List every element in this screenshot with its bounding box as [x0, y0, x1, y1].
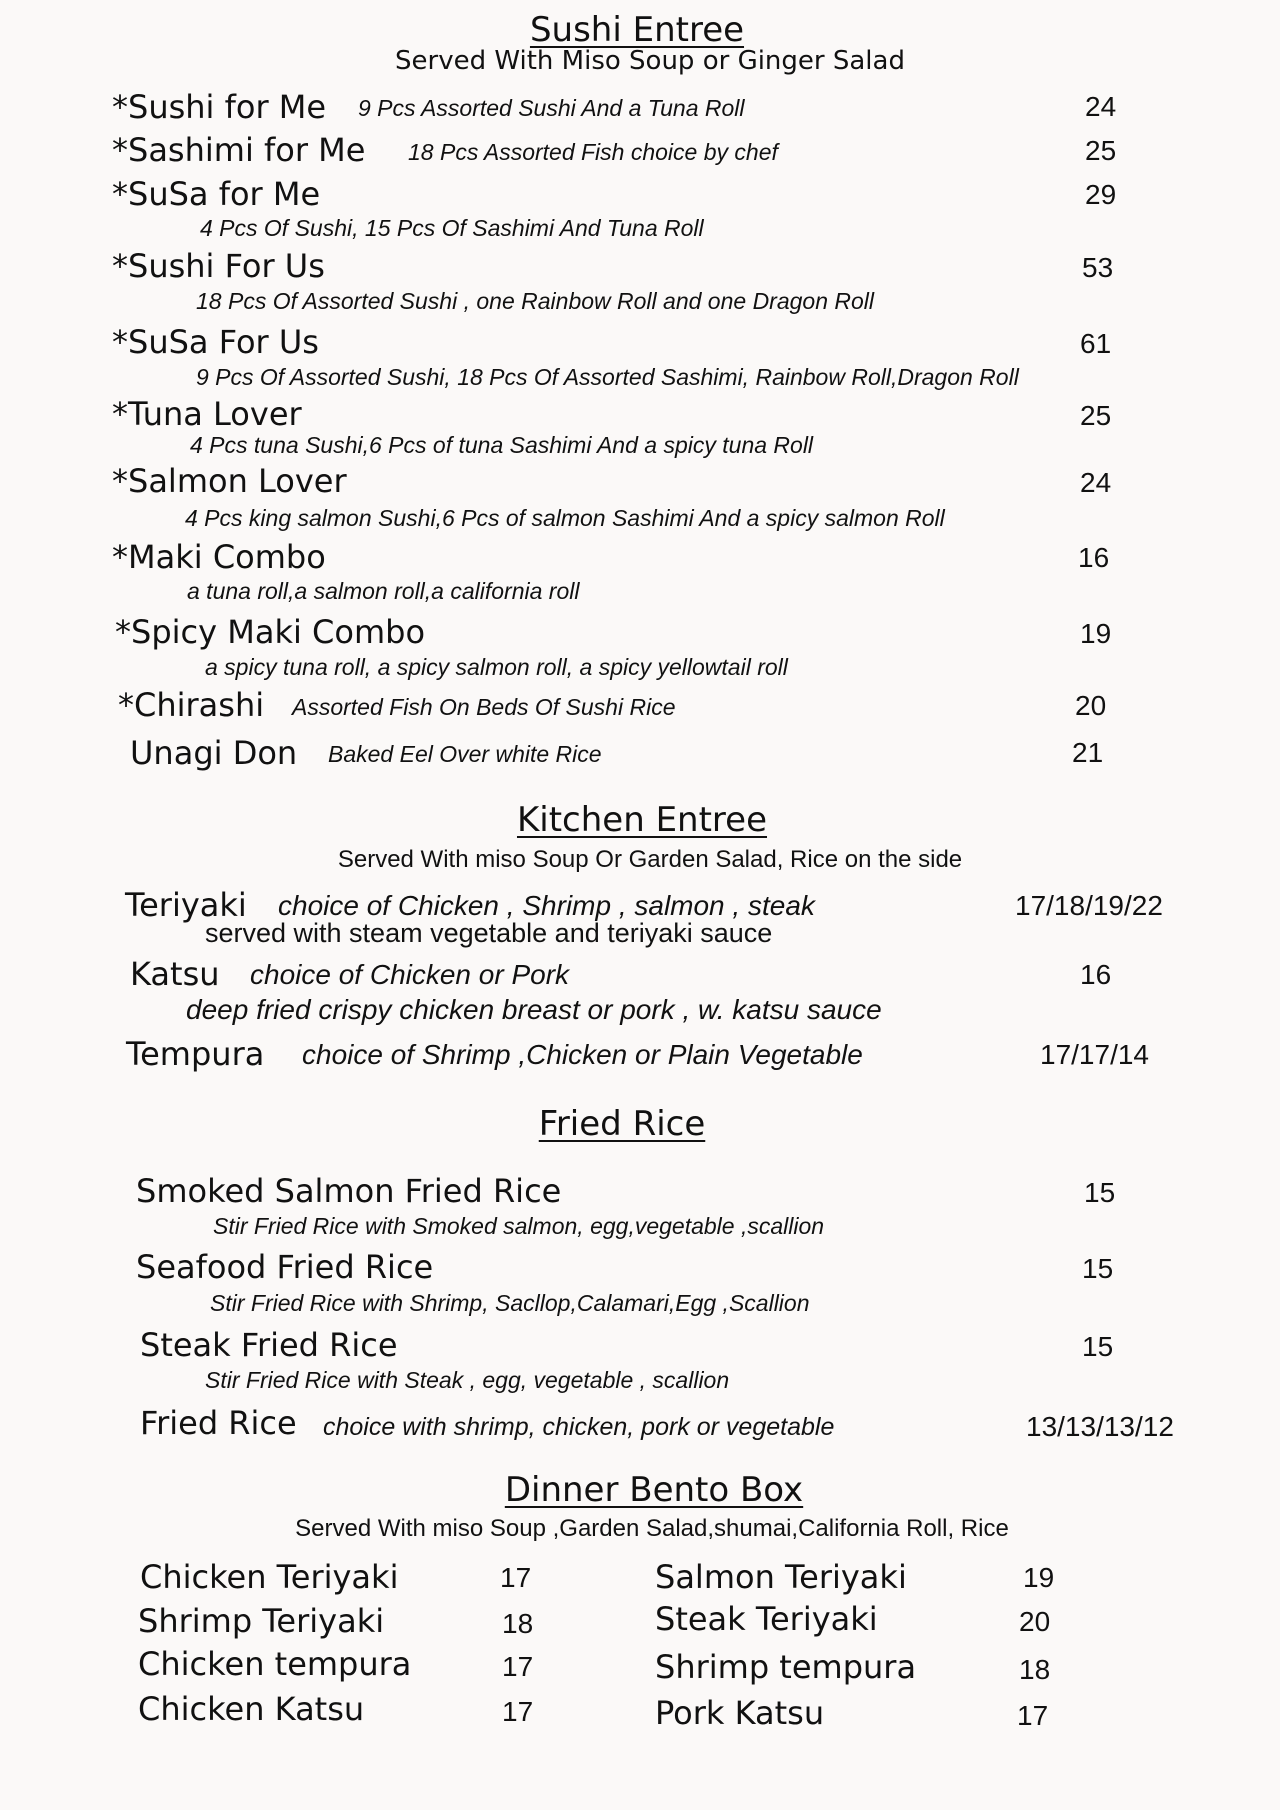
menu-item-name: *SuSa For Us	[112, 323, 319, 361]
menu-item-price: 15	[1082, 1253, 1114, 1284]
fried-rice-title: Fried Rice	[538, 1104, 706, 1144]
menu-item-desc: Stir Fried Rice with Smoked salmon, egg,vegetable ,scallion	[213, 1213, 825, 1239]
menu-item-desc: choice of Chicken or Pork	[250, 959, 570, 990]
bento-item-price: 18	[1019, 1654, 1051, 1685]
menu-item-name: Seafood Fried Rice	[136, 1248, 434, 1286]
menu-item-price: 15	[1084, 1177, 1116, 1208]
bento-item-name: Chicken Katsu	[138, 1690, 365, 1728]
menu-item-name: *Maki Combo	[112, 538, 326, 576]
menu-item-desc: choice of Shrimp ,Chicken or Plain Vegetable	[302, 1039, 863, 1070]
bento-item-price: 18	[502, 1608, 534, 1639]
bento-item-name: Chicken tempura	[138, 1645, 412, 1683]
menu-item-name: Teriyaki	[125, 886, 247, 924]
bento-title: Dinner Bento Box	[504, 1470, 804, 1510]
menu-item-desc: 4 Pcs tuna Sushi,6 Pcs of tuna Sashimi And a spicy tuna Roll	[190, 432, 814, 458]
menu-item-desc: Baked Eel Over white Rice	[328, 741, 602, 767]
menu-item-price: 61	[1080, 328, 1112, 359]
menu-item-name: Unagi Don	[130, 734, 298, 772]
menu-item-name: Smoked Salmon Fried Rice	[136, 1172, 562, 1210]
menu-item-name: Fried Rice	[140, 1404, 297, 1442]
menu-item-desc: 9 Pcs Assorted Sushi And a Tuna Roll	[358, 95, 745, 121]
menu-item-desc: deep fried crispy chicken breast or pork , w. katsu sauce	[186, 994, 882, 1025]
menu-item-price: 17/18/19/22	[1015, 890, 1163, 921]
menu-item-price: 13/13/13/12	[1026, 1411, 1174, 1442]
menu-item-name: *Tuna Lover	[112, 395, 302, 433]
menu-item-desc: 4 Pcs Of Sushi, 15 Pcs Of Sashimi And Tuna Roll	[200, 215, 704, 241]
menu-item-desc: Assorted Fish On Beds Of Sushi Rice	[292, 694, 676, 720]
bento-item-name: Chicken Teriyaki	[140, 1558, 399, 1596]
sushi-entree-subtitle: Served With Miso Soup or Ginger Salad	[395, 46, 905, 76]
bento-item-price: 17	[1017, 1700, 1049, 1731]
menu-item-desc: 18 Pcs Of Assorted Sushi , one Rainbow Roll and one Dragon Roll	[196, 288, 875, 314]
bento-item-name: Salmon Teriyaki	[655, 1558, 907, 1596]
menu-item-name: Steak Fried Rice	[140, 1326, 398, 1364]
menu-item-price: 15	[1082, 1331, 1114, 1362]
bento-item-price: 19	[1023, 1562, 1055, 1593]
menu-item-desc: a tuna roll,a salmon roll,a california roll	[187, 578, 580, 604]
sushi-entree-title: Sushi Entree	[529, 10, 745, 50]
menu-item-desc: choice of Chicken , Shrimp , salmon , steak	[278, 890, 815, 921]
menu-item-price: 53	[1082, 252, 1114, 283]
menu-item-price: 20	[1075, 690, 1107, 721]
menu-item-name: *Spicy Maki Combo	[115, 613, 426, 651]
bento-item-price: 20	[1019, 1606, 1051, 1637]
menu-item-desc: 9 Pcs Of Assorted Sushi, 18 Pcs Of Assorted Sashimi, Rainbow Roll,Dragon Roll	[196, 364, 1019, 390]
menu-item-desc: a spicy tuna roll, a spicy salmon roll, a spicy yellowtail roll	[205, 654, 788, 680]
menu-item-price: 19	[1080, 618, 1112, 649]
menu-item-desc: choice with shrimp, chicken, pork or vegetable	[323, 1413, 835, 1441]
menu-item-name: Tempura	[126, 1035, 265, 1073]
menu-item-price: 16	[1078, 542, 1110, 573]
kitchen-entree-title: Kitchen Entree	[516, 800, 768, 840]
menu-item-name: *Salmon Lover	[112, 462, 347, 500]
menu-item-name: *SuSa for Me	[112, 175, 321, 213]
bento-subtitle: Served With miso Soup ,Garden Salad,shumai,California Roll, Rice	[295, 1515, 1009, 1542]
bento-item-name: Steak Teriyaki	[655, 1600, 878, 1638]
menu-item-price: 17/17/14	[1040, 1039, 1149, 1070]
bento-item-name: Shrimp Teriyaki	[138, 1602, 385, 1640]
menu-item-price: 24	[1085, 91, 1117, 122]
menu-item-price: 24	[1080, 467, 1112, 498]
menu-item-price: 16	[1080, 959, 1112, 990]
menu-item-price: 29	[1085, 179, 1117, 210]
menu-item-desc: 4 Pcs king salmon Sushi,6 Pcs of salmon Sashimi And a spicy salmon Roll	[185, 505, 945, 531]
menu-item-name: *Sushi For Us	[112, 247, 325, 285]
menu-item-desc: Stir Fried Rice with Shrimp, Sacllop,Calamari,Egg ,Scallion	[210, 1290, 810, 1316]
bento-item-name: Pork Katsu	[655, 1694, 825, 1732]
menu-item-desc: 18 Pcs Assorted Fish choice by chef	[408, 139, 778, 165]
menu-item-name: *Sashimi for Me	[112, 131, 366, 169]
bento-item-price: 17	[502, 1651, 534, 1682]
bento-item-price: 17	[500, 1562, 532, 1593]
menu-item-name: *Chirashi	[118, 686, 265, 724]
menu-item-price: 21	[1072, 737, 1104, 768]
bento-item-name: Shrimp tempura	[655, 1648, 917, 1686]
menu-item-name: *Sushi for Me	[112, 88, 327, 126]
menu-item-name: Katsu	[130, 955, 220, 993]
menu-item-price: 25	[1085, 135, 1117, 166]
menu-item-price: 25	[1080, 400, 1112, 431]
menu-item-desc: Stir Fried Rice with Steak , egg, vegetable , scallion	[205, 1367, 730, 1393]
bento-item-price: 17	[502, 1696, 534, 1727]
menu-item-desc: served with steam vegetable and teriyaki sauce	[205, 918, 773, 948]
kitchen-entree-subtitle: Served With miso Soup Or Garden Salad, Rice on the side	[337, 846, 963, 873]
